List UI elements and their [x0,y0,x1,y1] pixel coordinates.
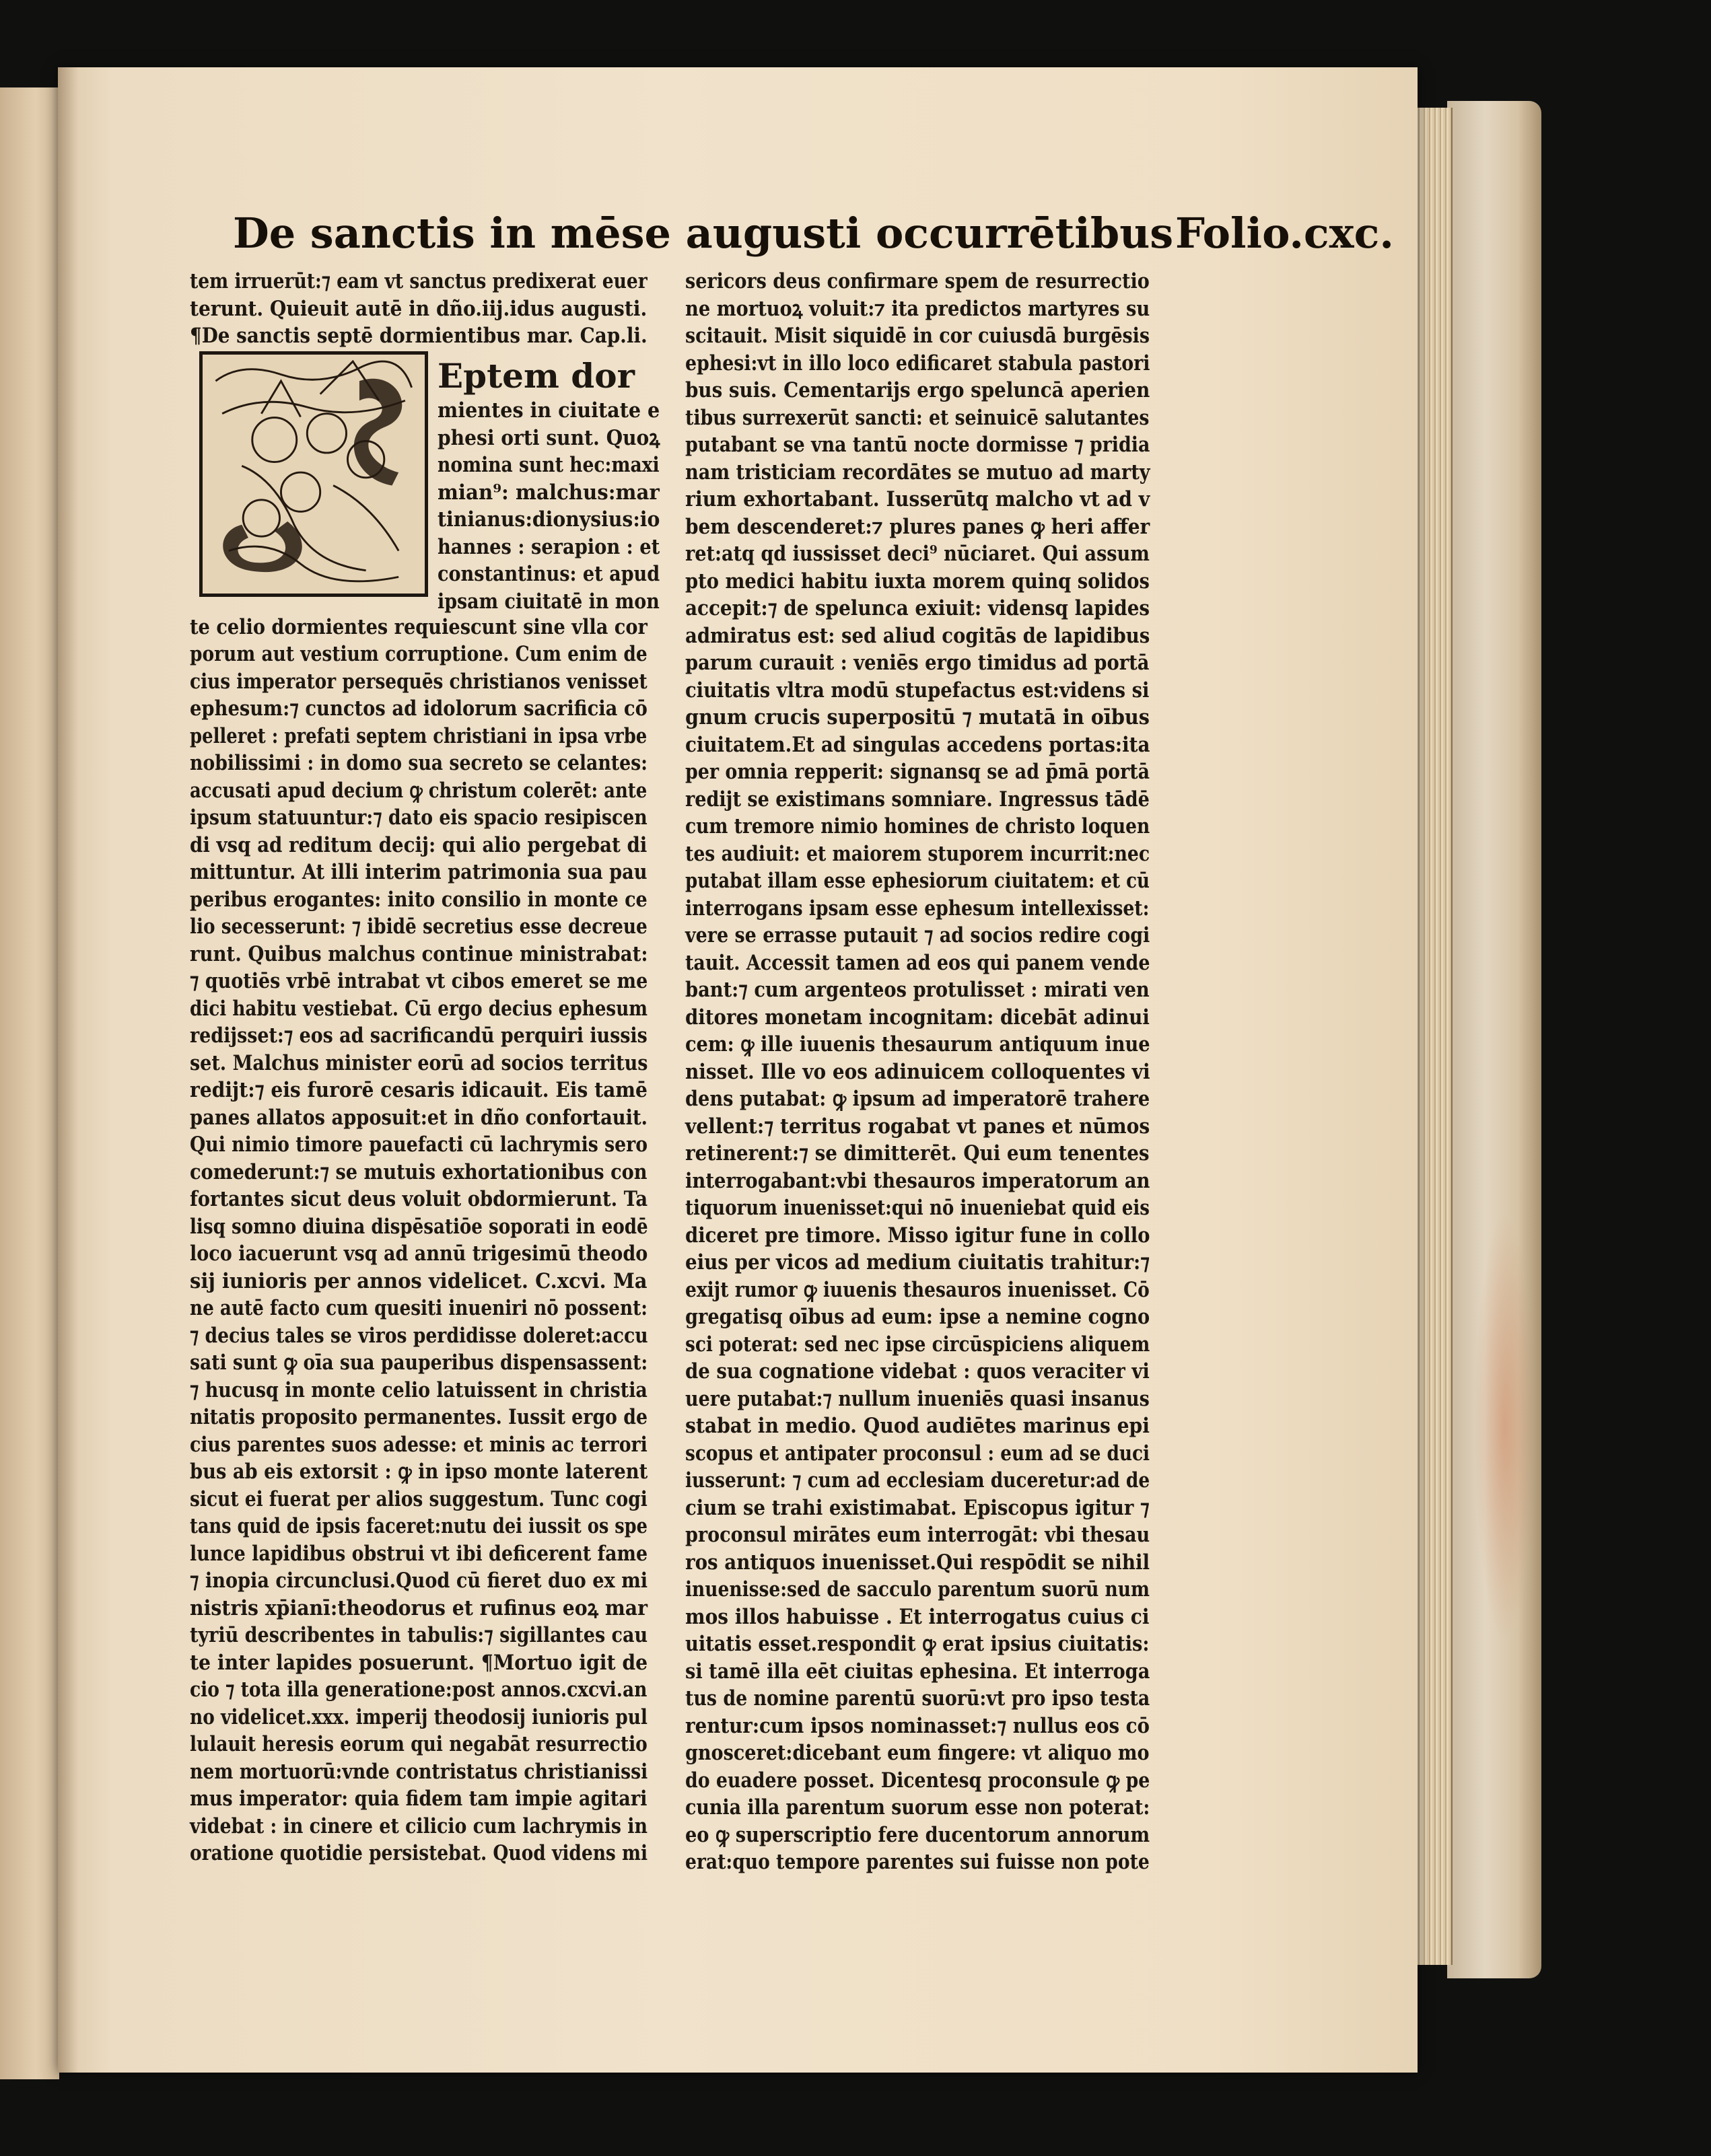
right-text-column [685,268,1150,2139]
text-line: ephesi:vt in illo loco edificaret stabula pastori [685,351,1150,375]
text-line: peribus erogantes: inito consilio in monte ce [190,887,648,912]
text-line: ipsam ciuitatē in mon [438,589,660,614]
text-line: nomina sunt hec:maxi [438,453,660,477]
text-line: te inter lapides posuerunt. ¶Mortuo igit de [190,1650,648,1675]
woodcut-illustration [203,355,425,594]
folio-number: Folio.cxc. [1175,209,1394,258]
text-line: nobilissimi : in domo sua secreto se celantes: [190,751,648,775]
text-line: cem: ꝙ ille iuuenis thesaurum antiquum inue [685,1032,1150,1056]
text-line: scopus et antipater proconsul : eum ad se duci [685,1441,1150,1466]
text-line: porum aut vestium corruptione. Cum enim de [190,642,648,666]
text-line: redijsset:⁊ eos ad sacrificandū perquiri iussis [190,1023,648,1048]
text-line: iusserunt: ⁊ cum ad ecclesiam duceretur:ad de [685,1468,1150,1493]
text-line: sicut ei fuerat per alios suggestum. Tunc cogi [190,1486,648,1511]
woodcut-initial-letter [199,351,428,597]
text-line: erat:quo tempore parentes sui fuisse non pote [685,1850,1150,1874]
chapter-heading: ¶De sanctis septē dormientibus mar. Cap.li. [190,324,648,348]
text-line: redijt:⁊ eis furorē cesaris idicauit. Eis tamē [190,1078,648,1102]
text-line: bus suis. Cementarijs ergo speluncā aperien [685,378,1150,402]
text-line: de sua cognatione videbat : quos veraciter vi [685,1359,1150,1384]
text-beside-initial [438,355,660,615]
text-line: cio ⁊ tota illa generatione:post annos.cxcvi.an [190,1678,648,1702]
text-line: dens putabat: ꝙ ipsum ad imperatorē trahere [685,1087,1150,1111]
text-line: parum curauit : veniēs ergo timidus ad portā [685,651,1150,675]
running-title: De sanctis in mēse augusti occurrētibus [233,209,1174,258]
text-line: exijt rumor ꝙ iuuenis thesauros inuenisset. Cō [685,1277,1150,1302]
text-line: loco iacuerunt vsq ad annū trigesimū theodo [190,1242,648,1266]
text-line: interrogans ipsam esse ephesum intellexisset: [685,896,1150,921]
text-line: gnum crucis superpositū ⁊ mutatā in oībus [685,705,1150,729]
text-line: vellent:⁊ territus rogabat vt panes et nūmos [685,1114,1150,1139]
text-line: bant:⁊ cum argenteos protulisset : mirati ven [685,978,1150,1002]
text-line: si tamē illa eēt ciuitas ephesina. Et interroga [685,1659,1150,1684]
text-line: tem irruerūt:⁊ eam vt sanctus predixerat euer [190,269,648,293]
text-line: nisset. Ille vo eos adinuicem colloquentes vi [685,1059,1150,1084]
text-line: stabat in medio. Quod audiētes marinus epi [685,1414,1150,1438]
book-cover-edge [1447,101,1541,1978]
text-line: panes allatos apposuit:et in dño confortauit. [190,1105,648,1130]
text-line: scitauit. Misit siquidē in cor cuiusdā burgēsis [685,324,1150,348]
text-line: dici habitu vestiebat. Cū ergo decius ephesum [190,996,648,1021]
text-line: tauit. Accessit tamen ad eos qui panem vende [685,950,1150,975]
text-line: do euadere posset. Dicentesq proconsule ꝙ pe [685,1768,1150,1793]
text-line: accepit:⁊ de spelunca exiuit: vidensq lapides [685,596,1150,620]
text-line: gnosceret:dicebant eum fingere: vt aliquo mo [685,1741,1150,1765]
text-line: tus de nomine parentū suorū:vt pro ipso testa [685,1686,1150,1711]
text-line: putabant se vna tantū nocte dormisse ⁊ pridia [685,433,1150,457]
text-line: terunt. Quieuit autē in dño.iij.idus augusti. [190,296,648,321]
text-line: sati sunt ꝙ oīa sua pauperibus dispensassent: [190,1351,648,1375]
text-line: ⁊ inopia circunclusi.Quod cū fieret duo ex mi [190,1569,648,1593]
text-line: ⁊ decius tales se viros perdidisse doleret:accu [190,1323,648,1348]
text-line: ciuitatem.Et ad singulas accedens portas:ita [685,732,1150,757]
text-line: tes audiuit: et maiorem stuporem incurrit:nec [685,841,1150,866]
text-line: constantinus: et apud [438,562,660,586]
text-line: pto medici habitu iuxta morem quinq solidos [685,569,1150,594]
text-line: per omnia repperit: signansq se ad p̄mā portā [685,760,1150,784]
text-line: vere se errasse putauit ⁊ ad socios redire cogi [685,923,1150,947]
cover-stain [1474,1211,1535,1642]
text-line: ne mortuoꝝ voluit:⁊ ita predictos martyres su [685,296,1150,321]
text-line: phesi orti sunt. Quoꝝ [438,425,660,450]
text-line: set. Malchus minister eorū ad socios territus [190,1050,648,1075]
text-line: hannes : serapion : et [438,534,660,559]
text-line: tinianus:dionysius:io [438,507,660,532]
text-line: rium exhortabant. Iusserūtq malcho vt ad v [685,487,1150,511]
text-line: ephesum:⁊ cunctos ad idolorum sacrificia cō [190,696,648,721]
text-line: tans quid de ipsis faceret:nutu dei iussit os spe [190,1514,648,1538]
text-line: tyriū describentes in tabulis:⁊ sigillantes cau [190,1623,648,1647]
text-line: te celio dormientes requiescunt sine vlla cor [190,614,648,639]
text-line: ⁊ quotiēs vrbē intrabat vt cibos emeret se me [190,969,648,993]
text-line: rentur:cum ipsos nominasset:⁊ nullus eos cō [685,1713,1150,1738]
text-line: retinerent:⁊ se dimitterēt. Qui eum tenentes [685,1141,1150,1165]
text-line: interrogabant:vbi thesauros imperatorum an [685,1168,1150,1193]
text-line: di vsq ad reditum decij: qui alio pergebat di [190,832,648,857]
text-line: ciuitatis vltra modū stupefactus est:videns si [685,678,1150,703]
text-line: mientes in ciuitate e [438,398,660,423]
text-line: lisq somno diuina dispēsatiōe soporati in eodē [190,1214,648,1239]
text-line: inuenisse:sed de sacculo parentum suorū num [685,1577,1150,1602]
text-line: ⁊ hucusq in monte celio latuissent in christia [190,1377,648,1402]
text-line: ros antiquos inuenisset.Qui respōdit se nihil [685,1550,1150,1575]
text-line: sci poterat: sed nec ipse circūspiciens aliquem [685,1332,1150,1357]
text-line: tibus surrexerūt sancti: et seinuicē salutantes [685,405,1150,430]
text-line: cius imperator persequēs christianos venisset [190,669,648,694]
text-line: comederunt:⁊ se mutuis exhortationibus con [190,1159,648,1184]
left-body-lines [190,614,648,1867]
text-line: no videlicet.xxx. imperij theodosij iunioris pul [190,1704,648,1729]
text-line: redijt se existimans somniare. Ingressus tādē [685,787,1150,812]
text-line: videbat : in cinere et cilicio cum lachrymis in [190,1813,648,1838]
text-line: runt. Quibus malchus continue ministrabat: [190,941,648,966]
text-line: mus imperator: quia fidem tam impie agitari [190,1787,648,1811]
left-page-edge [0,87,59,2079]
text-line: nitatis proposito permanentes. Iussit ergo de [190,1405,648,1429]
text-line: Qui nimio timore pauefacti cū lachrymis sero [190,1133,648,1157]
text-line: sericors deus confirmare spem de resurrectio [685,269,1150,293]
text-line: nem mortuorū:vnde contristatus christianissi [190,1759,648,1784]
text-line: tiquorum inuenisset:qui nō inueniebat quid eis [685,1196,1150,1220]
running-header [233,203,1394,264]
text-line: sij iunioris per annos videlicet. C.xcvi. Ma [190,1268,648,1293]
text-line: bus ab eis extorsit : ꝙ in ipso monte laterent [190,1460,648,1484]
text-line: lio secesserunt: ⁊ ibidē secretius esse decreue [190,914,648,939]
text-line: ipsum statuuntur:⁊ dato eis spacio resipiscen [190,805,648,830]
text-line: nistris xp̄ianī:theodorus et rufinus eoꝝ mar [190,1595,648,1620]
text-line: accusati apud decium ꝙ christum colerēt: ante [190,778,648,803]
text-line: eo ꝙ superscriptio fere ducentorum annorum [685,1822,1150,1847]
text-line: oratione quotidie persistebat. Quod videns mi [190,1841,648,1865]
text-line: nam tristiciam recordātes se mutuo ad marty [685,460,1150,484]
text-line: mittuntur. At illi interim patrimonia sua pau [190,860,648,884]
text-line: pelleret : prefati septem christiani in ipsa vrbe [190,723,648,748]
text-line: cius parentes suos adesse: et minis ac terrori [190,1432,648,1457]
text-line: uere putabat:⁊ nullum inueniēs quasi insanus [685,1386,1150,1411]
text-line: cium se trahi existimabat. Episcopus igitur ⁊ [685,1495,1150,1520]
text-line: gregatisq oībus ad eum: ipse a nemine cogno [685,1305,1150,1329]
text-line: diceret pre timore. Misso igitur fune in collo [685,1223,1150,1248]
text-line: ditores monetam incognitam: dicebāt adinui [685,1005,1150,1030]
text-line: eius per vicos ad medium ciuitatis trahitur:⁊ [685,1250,1150,1274]
text-line: ne autē facto cum quesiti inueniri nō possent: [190,1296,648,1320]
gutter-shadow [58,67,78,2073]
text-line: cum tremore nimio homines de christo loquen [685,814,1150,838]
text-line: bem descenderet:⁊ plures panes ꝙ heri affer [685,514,1150,539]
incipit-line: Eptem dor [438,356,635,396]
text-line: ret:atq qd iussisset deci⁹ nūciaret. Qui assum [685,542,1150,566]
text-line: cunia illa parentum suorum esse non poterat: [685,1795,1150,1820]
text-line: lulauit heresis eorum qui negabāt resurrectio [190,1732,648,1756]
text-line: mian⁹: malchus:mar [438,480,660,505]
text-line: lunce lapidibus obstrui vt ibi deficerent fame [190,1541,648,1566]
text-line: mos illos habuisse . Et interrogatus cuius ci [685,1604,1150,1629]
text-line: uitatis esset.respondit ꝙ erat ipsius ciuitatis: [685,1632,1150,1656]
text-line: proconsul mirātes eum interrogāt: vbi thesau [685,1523,1150,1547]
text-line: fortantes sicut deus voluit obdormierunt. Ta [190,1187,648,1211]
text-line: putabat illam esse ephesiorum ciuitatem: et cū [685,869,1150,893]
text-line: admiratus est: sed aliud cogitās de lapidibus [685,623,1150,648]
